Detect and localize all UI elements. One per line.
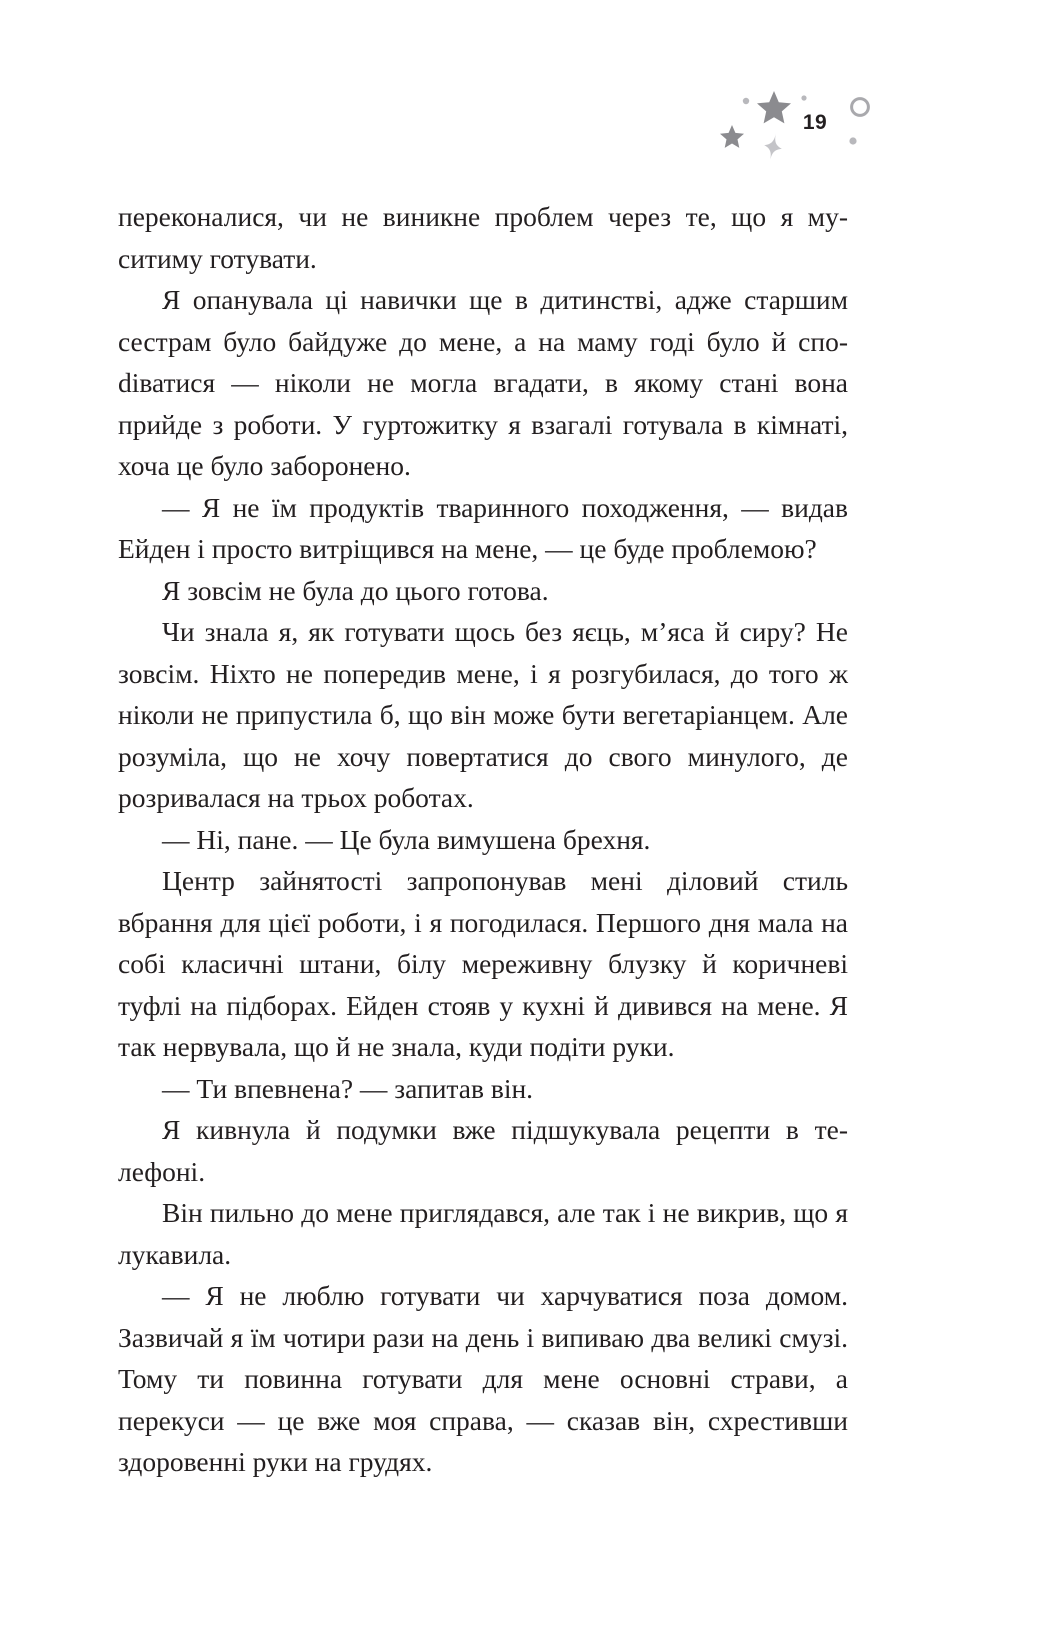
paragraph: Центр зайнятості запропонував мені діловий стиль вбрання для цієї роботи, і я погодилася. Першого дня мала на собі класичні штани, білу мереживну блузку й коричневі туфлі на підборах. Ейден стояв у кухні й дивився на мене. Я так нервувала, що й не знала, куди подіти руки. [118, 865, 848, 1062]
page-body-text [118, 196, 848, 1483]
paragraph: Чи знала я, як готувати щось без яєць, м’яса й сиру? Не зовсім. Ніхто не попередив мене, і я розгубилася, до того ж ніколи не припустила б, що він може бути вегетаріанцем. Але розуміла, що не хочу повертатися до свого минулого, де розривалася на трьох роботах. [118, 616, 848, 813]
paragraph: Я зовсім не була до цього готова. [162, 574, 549, 606]
paragraph: — Ти впевнена? — запитав він. [162, 1072, 534, 1104]
paragraph: Я опанувала ці навички ще в дитинстві, адже старшим сестрам було байдуже до мене, а на маму годі було й споdіватися — ніколи не могла вгадати, в якому стані вона прийде з роботи. У гуртожитку я взагалі готувала в кімнаті, хоча це було заборонено. [118, 284, 848, 481]
paragraph: — Я не люблю готувати чи харчуватися поза домом. Зазвичай я їм чотири рази на день і випиваю два великі смузі. Тому ти повинна готувати для мене основні страви, а перекуси — це вже моя справа, — сказав він, схрестивши здоровенні руки на грудях. [118, 1280, 848, 1477]
paragraph: Я кивнула й подумки вже підшукувала рецепти в телефоні. [118, 1114, 848, 1187]
paragraph: — Я не їм продуктів тваринного походження, — видав Ейден і просто витріщився на мене, — це буде проблемою? [118, 491, 848, 564]
paragraph: — Ні, пане. — Це була вимушена брехня. [162, 823, 651, 855]
page-number: 19 [802, 111, 828, 134]
page-header [0, 85, 1040, 175]
paragraph: переконалися, чи не виникне проблем через те, що я муситиму готувати. [118, 201, 848, 274]
paragraph: Він пильно до мене приглядався, але так і не викрив, що я лукавила. [118, 1197, 848, 1270]
